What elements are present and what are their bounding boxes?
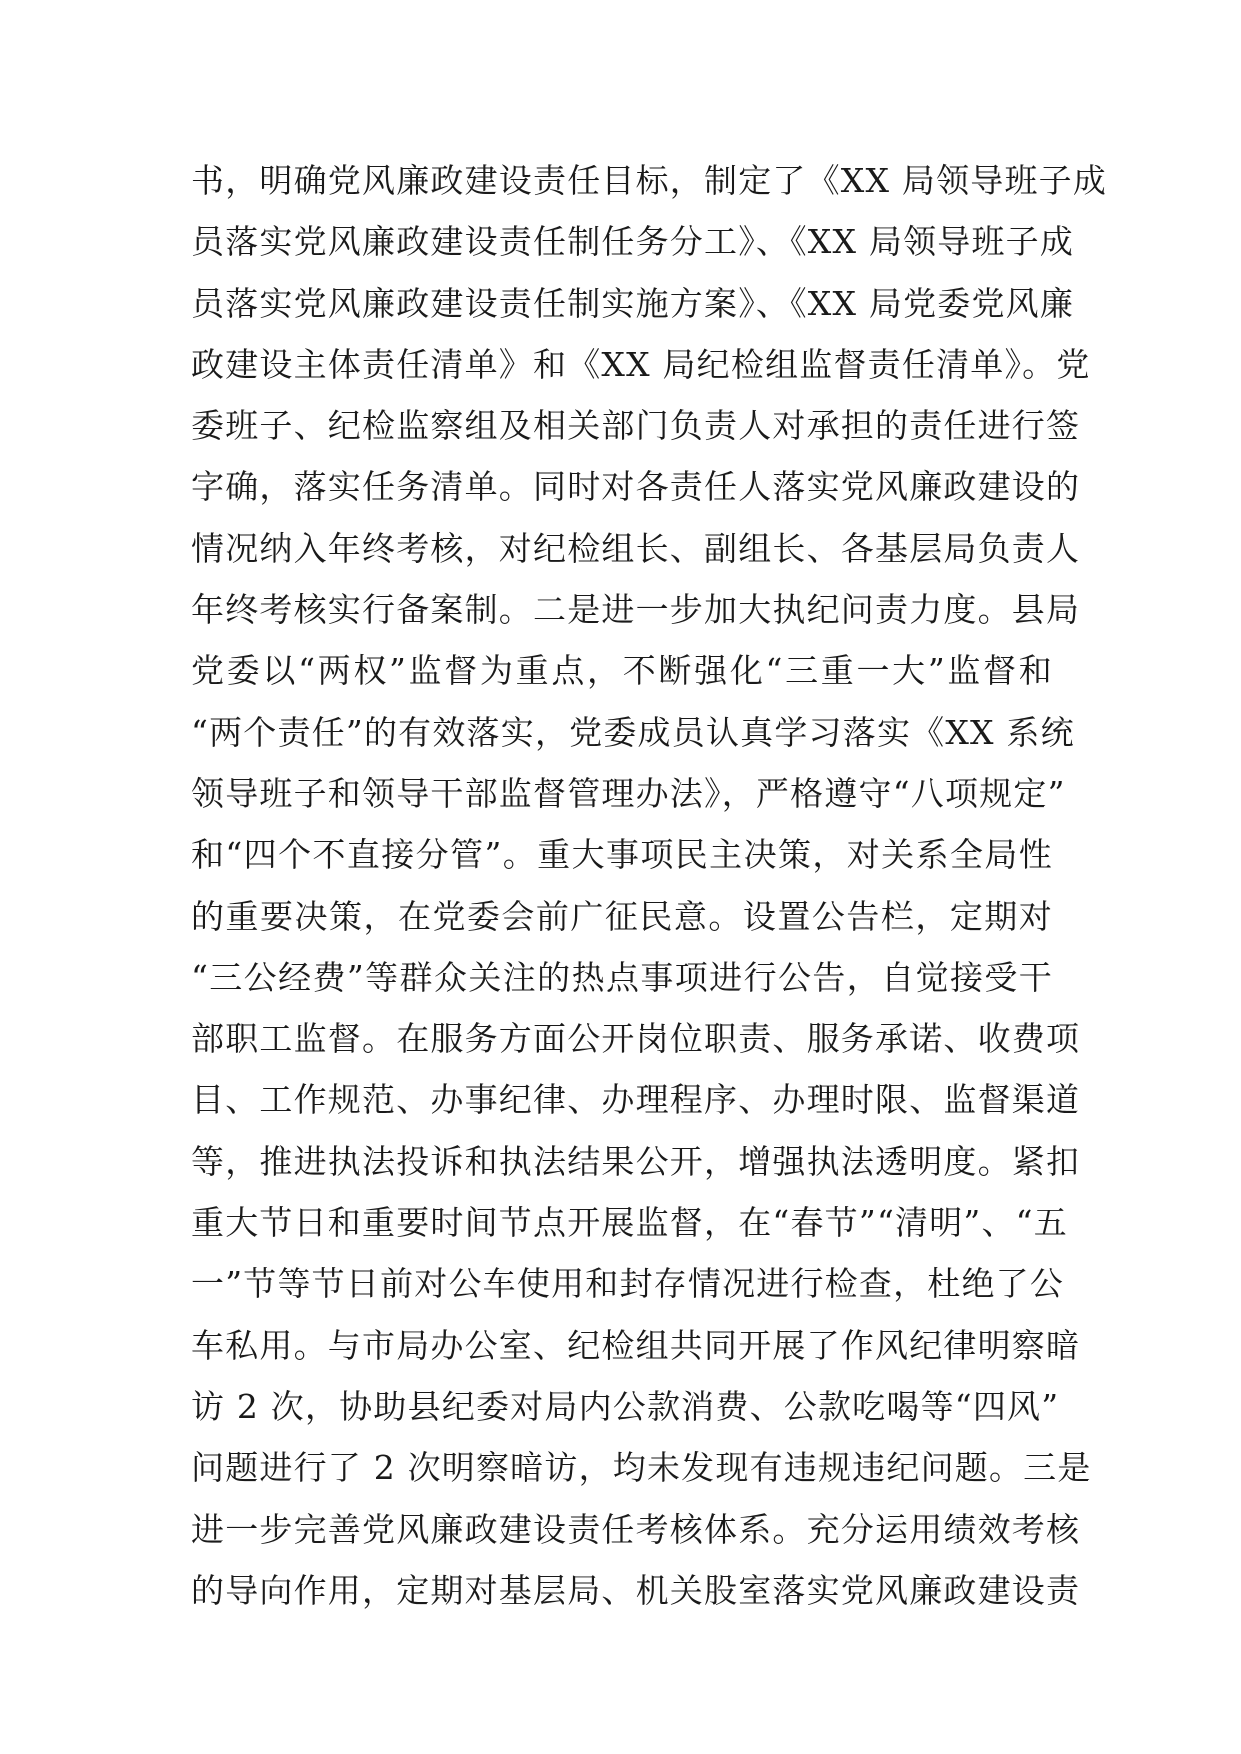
text-line: 委班子、纪检监察组及相关部门负责人对承担的责任进行签 [191, 406, 1081, 446]
text-line: 字确，落实任务清单。同时对各责任人落实党风廉政建设的 [191, 467, 1081, 507]
text-line: 的重要决策，在党委会前广征民意。设置公告栏，定期对 [191, 896, 1053, 936]
text-line: 车私用。与市局办公室、纪检组共同开展了作风纪律明察暗 [191, 1325, 1081, 1365]
text-line: 访 2 次，协助县纪委对局内公款消费、公款吃喝等“四风” [191, 1386, 1060, 1426]
text-line: 问题进行了 2 次明察暗访，均未发现有违规违纪问题。三是 [191, 1448, 1092, 1488]
text-line: 领导班子和领导干部监督管理办法》，严格遵守“八项规定” [191, 773, 1066, 813]
text-line: 情况纳入年终考核，对纪检组长、副组长、各基层局负责人 [191, 528, 1081, 568]
text-line: 重大节日和重要时间节点开展监督，在“春节”“清明”、“五 [191, 1203, 1068, 1243]
text-line: 进一步完善党风廉政建设责任考核体系。充分运用绩效考核 [191, 1509, 1081, 1549]
text-line: 党委以“两权”监督为重点，不断强化“三重一大”监督和 [191, 651, 1053, 691]
text-line: 员落实党风廉政建设责任制实施方案》、《XX 局党委党风廉 [191, 283, 1075, 323]
text-line: 和“四个不直接分管”。重大事项民主决策，对关系全局性 [191, 835, 1053, 875]
text-line: 一”节等节日前对公车使用和封存情况进行检查，杜绝了公 [191, 1264, 1065, 1304]
text-line: 等，推进执法投诉和执法结果公开，增强执法透明度。紧扣 [191, 1141, 1081, 1181]
text-line: 年终考核实行备案制。二是进一步加大执纪问责力度。县局 [191, 590, 1081, 630]
body-paragraph [191, 150, 1108, 1621]
text-line: “三公经费”等群众关注的热点事项进行公告，自觉接受干 [191, 957, 1053, 997]
text-line: 部职工监督。在服务方面公开岗位职责、服务承诺、收费项 [191, 1019, 1081, 1059]
text-line: 目、工作规范、办事纪律、办理程序、办理时限、监督渠道 [191, 1080, 1081, 1120]
text-line: 书，明确党风廉政建设责任目标，制定了《XX 局领导班子成 [191, 161, 1108, 200]
text-line: 员落实党风廉政建设责任制任务分工》、《XX 局领导班子成 [191, 222, 1075, 262]
text-line: 政建设主体责任清单》和《XX 局纪检组监督责任清单》。党 [191, 344, 1091, 384]
text-line: 的导向作用，定期对基层局、机关股室落实党风廉政建设责 [191, 1570, 1081, 1610]
text-line: “两个责任”的有效落实，党委成员认真学习落实《XX 系统 [191, 712, 1075, 752]
